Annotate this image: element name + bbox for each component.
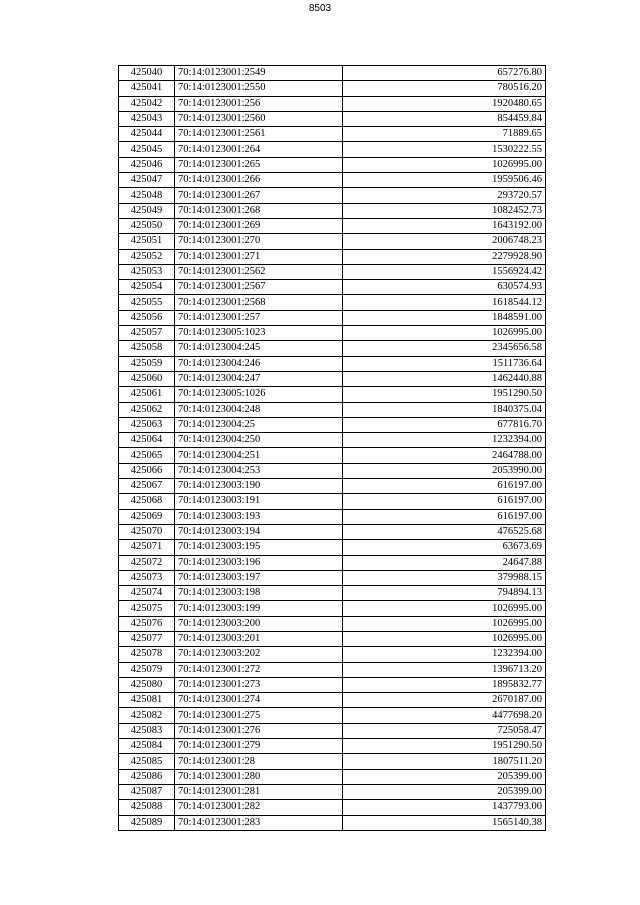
cadastral-number-cell: 70:14:0123003:191 [175, 494, 343, 509]
cadastral-number-cell: 70:14:0123003:193 [175, 509, 343, 524]
cadastral-number-cell: 70:14:0123003:199 [175, 601, 343, 616]
row-id-cell: 425082 [119, 708, 175, 723]
table-row [119, 264, 546, 279]
table-row [119, 127, 546, 142]
table-row [119, 402, 546, 417]
row-id-cell: 425052 [119, 249, 175, 264]
value-cell: 725058.47 [343, 723, 546, 738]
row-id-cell: 425077 [119, 631, 175, 646]
cadastral-number-cell: 70:14:0123001:271 [175, 249, 343, 264]
cadastral-number-cell: 70:14:0123001:283 [175, 815, 343, 830]
cadastral-number-cell: 70:14:0123001:273 [175, 677, 343, 692]
table-row [119, 616, 546, 631]
value-cell: 63673.69 [343, 540, 546, 555]
table-row [119, 142, 546, 157]
value-cell: 1530222.55 [343, 142, 546, 157]
table-row [119, 524, 546, 539]
table-row [119, 723, 546, 738]
row-id-cell: 425056 [119, 310, 175, 325]
value-cell: 677816.70 [343, 417, 546, 432]
value-cell: 1951290.50 [343, 739, 546, 754]
row-id-cell: 425046 [119, 157, 175, 172]
cadastral-number-cell: 70:14:0123001:281 [175, 784, 343, 799]
table-row [119, 280, 546, 295]
table-row [119, 96, 546, 111]
row-id-cell: 425043 [119, 111, 175, 126]
row-id-cell: 425051 [119, 234, 175, 249]
value-cell: 379988.15 [343, 570, 546, 585]
row-id-cell: 425042 [119, 96, 175, 111]
row-id-cell: 425080 [119, 677, 175, 692]
table-row [119, 754, 546, 769]
row-id-cell: 425084 [119, 739, 175, 754]
value-cell: 1848591.00 [343, 310, 546, 325]
cadastral-number-cell: 70:14:0123001:275 [175, 708, 343, 723]
cadastral-number-cell: 70:14:0123001:272 [175, 662, 343, 677]
row-id-cell: 425075 [119, 601, 175, 616]
row-id-cell: 425054 [119, 280, 175, 295]
table-row [119, 417, 546, 432]
value-cell: 71889.65 [343, 127, 546, 142]
row-id-cell: 425040 [119, 66, 175, 81]
row-id-cell: 425065 [119, 448, 175, 463]
cadastral-number-cell: 70:14:0123001:2561 [175, 127, 343, 142]
cadastral-number-cell: 70:14:0123005:1026 [175, 387, 343, 402]
value-cell: 1920480.65 [343, 96, 546, 111]
cadastral-number-cell: 70:14:0123001:267 [175, 188, 343, 203]
value-cell: 1807511.20 [343, 754, 546, 769]
row-id-cell: 425055 [119, 295, 175, 310]
value-cell: 1511736.64 [343, 356, 546, 371]
row-id-cell: 425067 [119, 479, 175, 494]
table-row [119, 295, 546, 310]
cadastral-number-cell: 70:14:0123001:2560 [175, 111, 343, 126]
row-id-cell: 425060 [119, 371, 175, 386]
table-row [119, 356, 546, 371]
row-id-cell: 425066 [119, 463, 175, 478]
row-id-cell: 425079 [119, 662, 175, 677]
value-cell: 1951290.50 [343, 387, 546, 402]
table-row [119, 601, 546, 616]
table-row [119, 173, 546, 188]
cadastral-number-cell: 70:14:0123001:266 [175, 173, 343, 188]
cadastral-number-cell: 70:14:0123003:194 [175, 524, 343, 539]
row-id-cell: 425074 [119, 586, 175, 601]
value-cell: 616197.00 [343, 509, 546, 524]
row-id-cell: 425050 [119, 218, 175, 233]
table-row [119, 494, 546, 509]
cadastral-number-cell: 70:14:0123004:248 [175, 402, 343, 417]
value-cell: 1232394.00 [343, 647, 546, 662]
row-id-cell: 425063 [119, 417, 175, 432]
data-table [118, 65, 546, 831]
row-id-cell: 425044 [119, 127, 175, 142]
table-body [119, 66, 546, 831]
row-id-cell: 425071 [119, 540, 175, 555]
cadastral-number-cell: 70:14:0123001:276 [175, 723, 343, 738]
table-row [119, 234, 546, 249]
value-cell: 205399.00 [343, 784, 546, 799]
value-cell: 1618544.12 [343, 295, 546, 310]
value-cell: 1026995.00 [343, 326, 546, 341]
value-cell: 794894.13 [343, 586, 546, 601]
value-cell: 24647.88 [343, 555, 546, 570]
value-cell: 2464788.00 [343, 448, 546, 463]
value-cell: 2670187.00 [343, 693, 546, 708]
value-cell: 1462440.88 [343, 371, 546, 386]
table-row [119, 463, 546, 478]
row-id-cell: 425064 [119, 433, 175, 448]
value-cell: 2006748.23 [343, 234, 546, 249]
table-row [119, 555, 546, 570]
row-id-cell: 425068 [119, 494, 175, 509]
value-cell: 1959506.46 [343, 173, 546, 188]
row-id-cell: 425070 [119, 524, 175, 539]
value-cell: 1232394.00 [343, 433, 546, 448]
value-cell: 2345656.58 [343, 341, 546, 356]
cadastral-number-cell: 70:14:0123003:190 [175, 479, 343, 494]
value-cell: 476525.68 [343, 524, 546, 539]
row-id-cell: 425059 [119, 356, 175, 371]
table-row [119, 540, 546, 555]
row-id-cell: 425088 [119, 800, 175, 815]
cadastral-number-cell: 70:14:0123001:264 [175, 142, 343, 157]
row-id-cell: 425061 [119, 387, 175, 402]
row-id-cell: 425062 [119, 402, 175, 417]
value-cell: 1895832.77 [343, 677, 546, 692]
table-row [119, 341, 546, 356]
cadastral-number-cell: 70:14:0123001:282 [175, 800, 343, 815]
cadastral-number-cell: 70:14:0123004:250 [175, 433, 343, 448]
value-cell: 1082452.73 [343, 203, 546, 218]
cadastral-number-cell: 70:14:0123003:197 [175, 570, 343, 585]
value-cell: 205399.00 [343, 769, 546, 784]
row-id-cell: 425072 [119, 555, 175, 570]
value-cell: 1026995.00 [343, 601, 546, 616]
table-row [119, 479, 546, 494]
table-row [119, 800, 546, 815]
value-cell: 2279928.90 [343, 249, 546, 264]
value-cell: 1026995.00 [343, 157, 546, 172]
value-cell: 1396713.20 [343, 662, 546, 677]
value-cell: 780516.20 [343, 81, 546, 96]
table-row [119, 326, 546, 341]
value-cell: 4477698.20 [343, 708, 546, 723]
cadastral-number-cell: 70:14:0123001:2567 [175, 280, 343, 295]
table-row [119, 203, 546, 218]
cadastral-number-cell: 70:14:0123003:201 [175, 631, 343, 646]
value-cell: 616197.00 [343, 494, 546, 509]
row-id-cell: 425076 [119, 616, 175, 631]
table-row [119, 662, 546, 677]
table-row [119, 631, 546, 646]
cadastral-number-cell: 70:14:0123001:28 [175, 754, 343, 769]
value-cell: 1556924.42 [343, 264, 546, 279]
value-cell: 854459.84 [343, 111, 546, 126]
cadastral-number-cell: 70:14:0123003:200 [175, 616, 343, 631]
cadastral-number-cell: 70:14:0123001:2550 [175, 81, 343, 96]
row-id-cell: 425049 [119, 203, 175, 218]
cadastral-number-cell: 70:14:0123001:268 [175, 203, 343, 218]
value-cell: 1026995.00 [343, 616, 546, 631]
cadastral-number-cell: 70:14:0123004:253 [175, 463, 343, 478]
table-row [119, 647, 546, 662]
table-row [119, 448, 546, 463]
value-cell: 2053990.00 [343, 463, 546, 478]
table-row [119, 784, 546, 799]
table-row [119, 157, 546, 172]
row-id-cell: 425057 [119, 326, 175, 341]
row-id-cell: 425047 [119, 173, 175, 188]
value-cell: 1026995.00 [343, 631, 546, 646]
value-cell: 1840375.04 [343, 402, 546, 417]
table-row [119, 509, 546, 524]
table-row [119, 570, 546, 585]
table-row [119, 188, 546, 203]
value-cell: 293720.57 [343, 188, 546, 203]
cadastral-number-cell: 70:14:0123003:198 [175, 586, 343, 601]
table-row [119, 769, 546, 784]
row-id-cell: 425069 [119, 509, 175, 524]
cadastral-number-cell: 70:14:0123001:2562 [175, 264, 343, 279]
cadastral-number-cell: 70:14:0123001:269 [175, 218, 343, 233]
value-cell: 1643192.00 [343, 218, 546, 233]
table-row [119, 371, 546, 386]
cadastral-number-cell: 70:14:0123003:202 [175, 647, 343, 662]
cadastral-number-cell: 70:14:0123001:256 [175, 96, 343, 111]
cadastral-number-cell: 70:14:0123001:2568 [175, 295, 343, 310]
cadastral-number-cell: 70:14:0123001:279 [175, 739, 343, 754]
row-id-cell: 425048 [119, 188, 175, 203]
row-id-cell: 425058 [119, 341, 175, 356]
cadastral-number-cell: 70:14:0123001:265 [175, 157, 343, 172]
cadastral-number-cell: 70:14:0123001:280 [175, 769, 343, 784]
cadastral-number-cell: 70:14:0123004:247 [175, 371, 343, 386]
page-number: 8503 [308, 3, 332, 14]
table-row [119, 586, 546, 601]
cadastral-number-cell: 70:14:0123004:245 [175, 341, 343, 356]
cadastral-number-cell: 70:14:0123005:1023 [175, 326, 343, 341]
value-cell: 630574.93 [343, 280, 546, 295]
table-row [119, 310, 546, 325]
row-id-cell: 425081 [119, 693, 175, 708]
cadastral-number-cell: 70:14:0123004:251 [175, 448, 343, 463]
row-id-cell: 425045 [119, 142, 175, 157]
table-row [119, 677, 546, 692]
table-row [119, 387, 546, 402]
table-row [119, 111, 546, 126]
row-id-cell: 425053 [119, 264, 175, 279]
row-id-cell: 425073 [119, 570, 175, 585]
row-id-cell: 425087 [119, 784, 175, 799]
table-row [119, 708, 546, 723]
value-cell: 1437793.00 [343, 800, 546, 815]
row-id-cell: 425041 [119, 81, 175, 96]
cadastral-number-cell: 70:14:0123004:25 [175, 417, 343, 432]
row-id-cell: 425078 [119, 647, 175, 662]
table-row [119, 739, 546, 754]
cadastral-number-cell: 70:14:0123001:2549 [175, 66, 343, 81]
table-row [119, 693, 546, 708]
cadastral-number-cell: 70:14:0123001:274 [175, 693, 343, 708]
row-id-cell: 425086 [119, 769, 175, 784]
row-id-cell: 425089 [119, 815, 175, 830]
value-cell: 1565140.38 [343, 815, 546, 830]
cadastral-number-cell: 70:14:0123001:270 [175, 234, 343, 249]
table-row [119, 66, 546, 81]
cadastral-number-cell: 70:14:0123004:246 [175, 356, 343, 371]
cadastral-number-cell: 70:14:0123001:257 [175, 310, 343, 325]
table-row [119, 433, 546, 448]
table-row [119, 218, 546, 233]
value-cell: 616197.00 [343, 479, 546, 494]
table-row [119, 815, 546, 830]
value-cell: 657276.80 [343, 66, 546, 81]
cadastral-number-cell: 70:14:0123003:196 [175, 555, 343, 570]
row-id-cell: 425083 [119, 723, 175, 738]
table-row [119, 249, 546, 264]
row-id-cell: 425085 [119, 754, 175, 769]
table-row [119, 81, 546, 96]
cadastral-number-cell: 70:14:0123003:195 [175, 540, 343, 555]
